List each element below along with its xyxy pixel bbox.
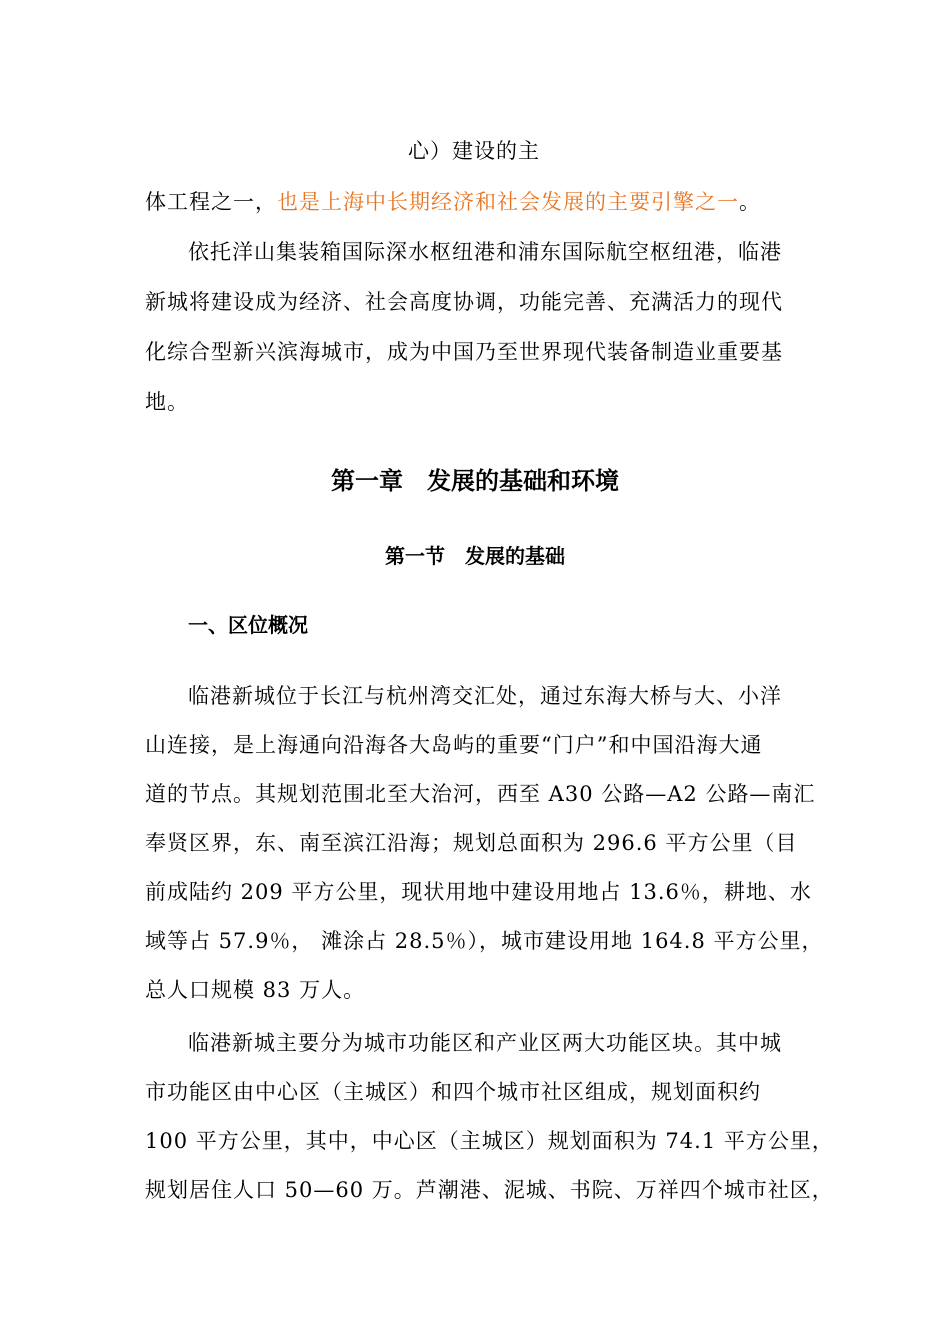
paragraph-3-line-1: 临港新城主要分为城市功能区和产业区两大功能区块。其中城 [188,1031,782,1055]
paragraph-1-line-2: 新城将建设成为经济、社会高度协调，功能完善、充满活力的现代 [145,290,783,314]
fragment-line: 心）建设的主 [408,139,540,163]
paragraph-0-end: 。 [739,190,761,214]
chapter-heading: 第一章 发展的基础和环境 [331,467,619,495]
paragraph-1-line-3: 化综合型新兴滨海城市，成为中国乃至世界现代装备制造业重要基 [145,340,783,364]
section-heading: 第一节 发展的基础 [385,544,565,568]
highlighted-text: 也是上海中长期经济和社会发展的主要引擎之一 [277,190,739,214]
paragraph-3-line-2: 市功能区由中心区（主城区）和四个城市社区组成，规划面积约 [145,1080,761,1104]
paragraph-2-line-7: 总人口规模 83 万人。 [145,978,366,1002]
paragraph-3-line-3: 100 平方公里，其中，中心区（主城区）规划面积为 74.1 平方公里， [145,1129,834,1153]
paragraph-2-line-2: 山连接，是上海通向沿海各大岛屿的重要“门户”和中国沿海大通 [145,733,763,757]
paragraph-1-line-4: 地。 [145,390,189,414]
paragraph-3-line-4: 规划居住人口 50—60 万。芦潮港、泥城、书院、万祥四个城市社区， [145,1178,834,1202]
paragraph-2-line-6: 域等占 57.9％， 滩涂占 28.5％），城市建设用地 164.8 平方公里， [145,929,824,953]
paragraph-1-line-1: 依托洋山集装箱国际深水枢纽港和浦东国际航空枢纽港，临港 [188,240,782,264]
paragraph-2-line-1: 临港新城位于长江与杭州湾交汇处，通过东海大桥与大、小洋 [188,684,782,708]
paragraph-0-text: 体工程之一， [145,190,277,214]
paragraph-2-line-3: 道的节点。其规划范围北至大治河，西至 A30 公路—A2 公路—南汇 [145,782,816,806]
paragraph-2-line-5: 前成陆约 209 平方公里，现状用地中建设用地占 13.6％，耕地、水 [145,880,812,904]
subsection-heading: 一、区位概况 [188,613,308,637]
paragraph-2-line-4: 奉贤区界，东、南至滨江沿海；规划总面积为 296.6 平方公里（目 [145,831,798,855]
paragraph-0-line [145,188,761,216]
